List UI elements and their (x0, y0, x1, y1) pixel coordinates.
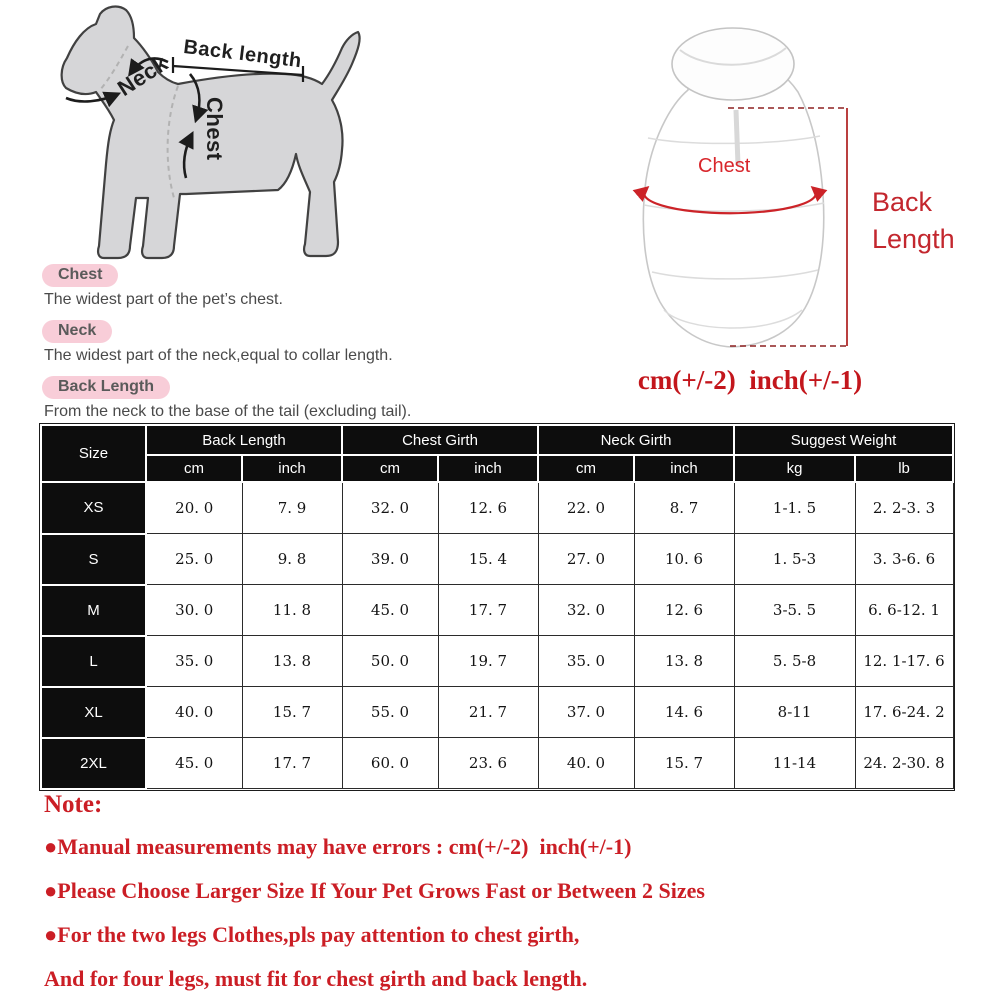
table-row (41, 636, 953, 687)
cell: 21. 7 (438, 687, 538, 738)
cell: 1-1. 5 (734, 482, 855, 534)
cell: 12. 6 (438, 482, 538, 534)
definition-item (42, 264, 582, 309)
cell: 11. 8 (242, 585, 342, 636)
size-label: M (41, 585, 146, 636)
neck-term-pill: Neck (42, 320, 112, 343)
table-row (41, 585, 953, 636)
cell: 15. 7 (634, 738, 734, 789)
dog-illustration (50, 2, 440, 270)
back-length-term-description: From the neck to the base of the tail (excluding tail). (44, 403, 412, 420)
vest-chest-label: Chest (698, 155, 751, 177)
cell: 3. 3-6. 6 (855, 534, 953, 585)
cell: 14. 6 (634, 687, 734, 738)
cell: 2. 2-3. 3 (855, 482, 953, 534)
dog-neck-label: Neck (113, 50, 173, 101)
notes-section (44, 791, 984, 1000)
cell: 5. 5-8 (734, 636, 855, 687)
note-line: And for four legs, must fit for chest girth and back length. (44, 966, 588, 991)
cell: 12. 1-17. 6 (855, 636, 953, 687)
cell: 8-11 (734, 687, 855, 738)
size-label: S (41, 534, 146, 585)
cell: 19. 7 (438, 636, 538, 687)
table-row (41, 687, 953, 738)
size-label: L (41, 636, 146, 687)
subheader-inch: inch (242, 455, 342, 482)
cell: 45. 0 (146, 738, 242, 789)
subheader-cm: cm (342, 455, 438, 482)
dog-back-length-label: Back length (182, 36, 303, 73)
tolerance-label: cm(+/-2) inch(+/-1) (637, 365, 863, 395)
subheader-cm: cm (538, 455, 634, 482)
note-title: Note: (44, 791, 103, 818)
vest-back-length-label: Back Length (872, 187, 955, 254)
cell: 12. 6 (634, 585, 734, 636)
cell: 25. 0 (146, 534, 242, 585)
note-line: ●Please Choose Larger Size If Your Pet Grows Fast or Between 2 Sizes (44, 878, 705, 903)
dog-chest-label: Chest (202, 97, 227, 161)
vest-illustration (610, 10, 890, 355)
cell: 9. 8 (242, 534, 342, 585)
size-label: 2XL (41, 738, 146, 789)
cell: 6. 6-12. 1 (855, 585, 953, 636)
cell: 32. 0 (538, 585, 634, 636)
cell: 11-14 (734, 738, 855, 789)
col-header-suggest-weight: Suggest Weight (734, 425, 953, 455)
cell: 10. 6 (634, 534, 734, 585)
cell: 45. 0 (342, 585, 438, 636)
note-line: ●For the two legs Clothes,pls pay attention to chest girth, (44, 922, 580, 947)
definition-item (42, 376, 582, 421)
cell: 20. 0 (146, 482, 242, 534)
cell: 1. 5-3 (734, 534, 855, 585)
cell: 55. 0 (342, 687, 438, 738)
table-row (41, 738, 953, 789)
size-label: XS (41, 482, 146, 534)
chest-term-description: The widest part of the pet’s chest. (44, 291, 283, 308)
cell: 23. 6 (438, 738, 538, 789)
neck-term-description: The widest part of the neck,equal to collar length. (44, 347, 393, 364)
cell: 50. 0 (342, 636, 438, 687)
col-header-back-length: Back Length (146, 425, 342, 455)
cell: 22. 0 (538, 482, 634, 534)
cell: 17. 7 (242, 738, 342, 789)
size-table-container (40, 424, 952, 790)
table-row (41, 534, 953, 585)
cell: 3-5. 5 (734, 585, 855, 636)
cell: 35. 0 (538, 636, 634, 687)
cell: 15. 4 (438, 534, 538, 585)
size-table (40, 424, 954, 790)
cell: 13. 8 (242, 636, 342, 687)
size-label: XL (41, 687, 146, 738)
cell: 7. 9 (242, 482, 342, 534)
cell: 24. 2-30. 8 (855, 738, 953, 789)
cell: 15. 7 (242, 687, 342, 738)
cell: 40. 0 (146, 687, 242, 738)
subheader-kg: kg (734, 455, 855, 482)
subheader-cm: cm (146, 455, 242, 482)
chest-term-pill: Chest (42, 264, 118, 287)
cell: 39. 0 (342, 534, 438, 585)
table-row (41, 482, 953, 534)
cell: 17. 7 (438, 585, 538, 636)
col-header-chest-girth: Chest Girth (342, 425, 538, 455)
cell: 30. 0 (146, 585, 242, 636)
subheader-inch: inch (438, 455, 538, 482)
col-header-neck-girth: Neck Girth (538, 425, 734, 455)
cell: 8. 7 (634, 482, 734, 534)
cell: 35. 0 (146, 636, 242, 687)
definition-item (42, 320, 582, 365)
definitions-section (42, 264, 582, 432)
note-line: ●Manual measurements may have errors : cm(+/-2) inch(+/-1) (44, 834, 632, 859)
cell: 37. 0 (538, 687, 634, 738)
cell: 17. 6-24. 2 (855, 687, 953, 738)
cell: 40. 0 (538, 738, 634, 789)
cell: 32. 0 (342, 482, 438, 534)
cell: 27. 0 (538, 534, 634, 585)
col-header-size: Size (41, 425, 146, 482)
cell: 13. 8 (634, 636, 734, 687)
subheader-lb: lb (855, 455, 953, 482)
subheader-inch: inch (634, 455, 734, 482)
back-length-term-pill: Back Length (42, 376, 170, 399)
cell: 60. 0 (342, 738, 438, 789)
